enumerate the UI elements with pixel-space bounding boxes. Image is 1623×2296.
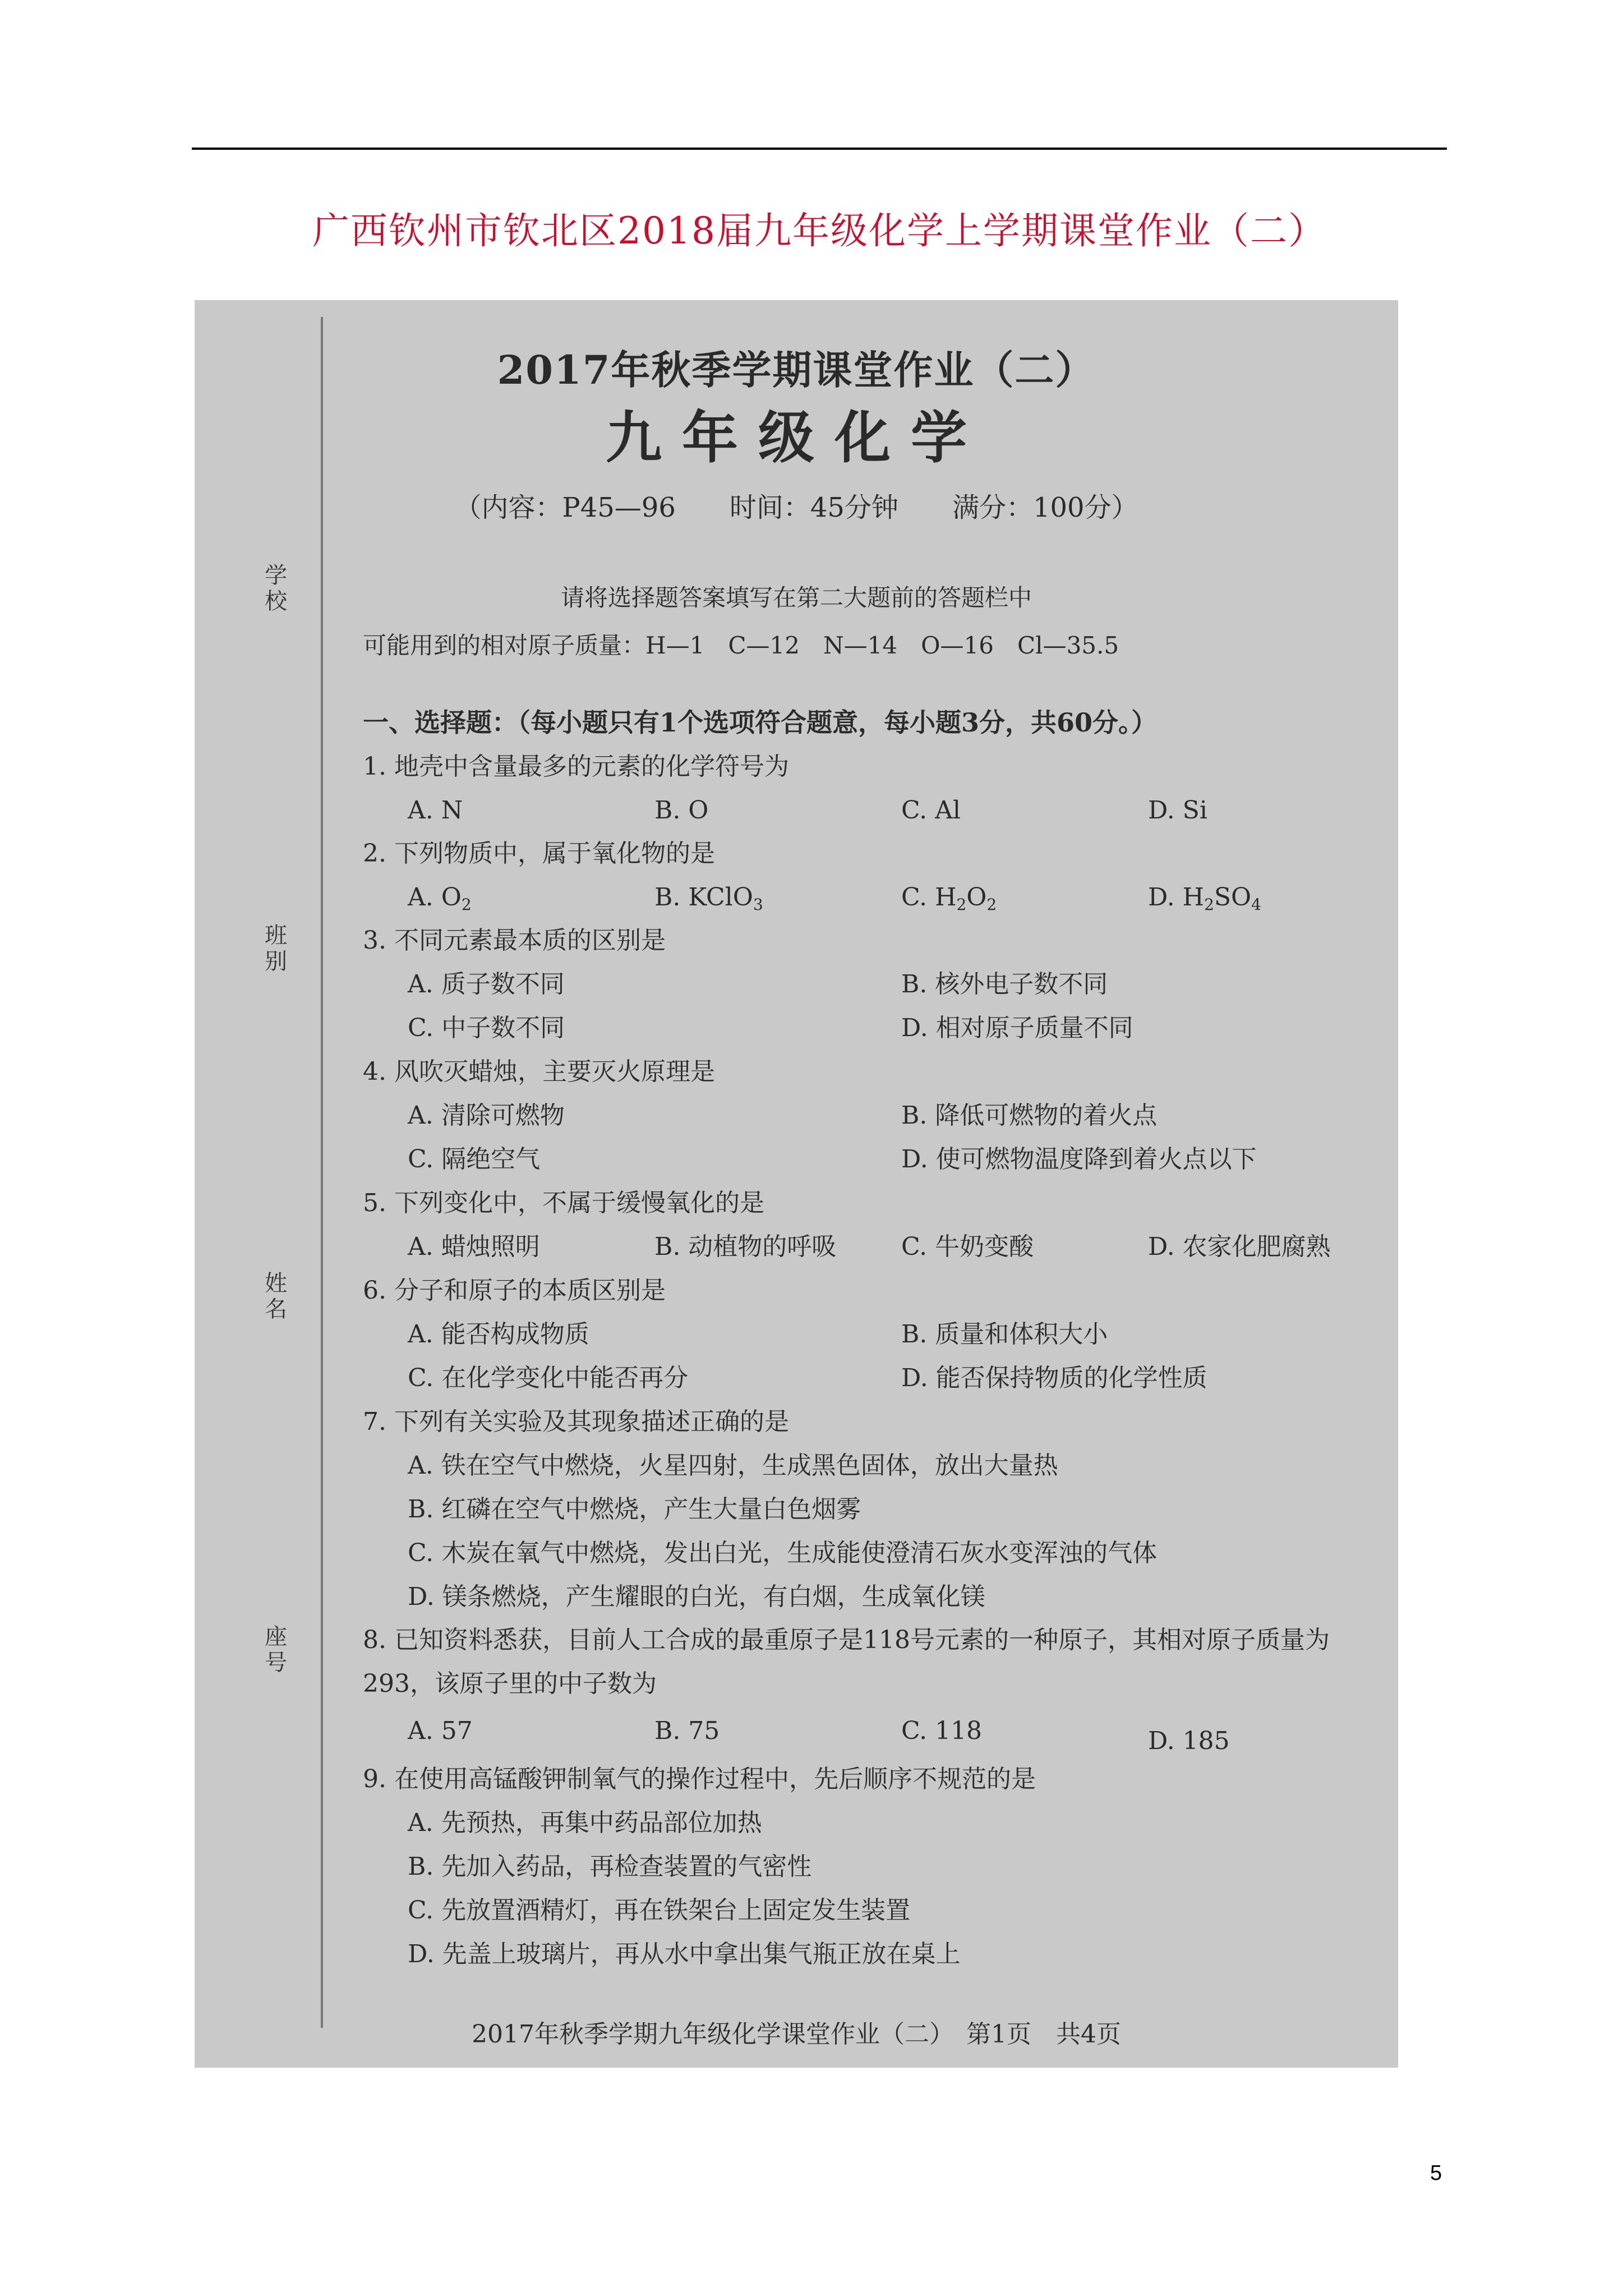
question-option: A. 先预热，再集中药品部位加热	[408, 1809, 762, 1837]
question-option: A. $O_2$	[408, 883, 472, 914]
section-title: 一、选择题：（每小题只有1个选项符合题意，每小题3分，共60分。）	[363, 707, 1158, 738]
question-option: C. 隔绝空气	[408, 1145, 541, 1174]
question-stem: 1. 地壳中含量最多的元素的化学符号为	[363, 752, 789, 781]
question-option: D. 相对原子质量不同	[901, 1014, 1133, 1042]
question-option: D. 使可燃物温度降到着火点以下	[901, 1145, 1257, 1174]
question-option: D. Si	[1148, 796, 1207, 825]
exam-subject: 九年级化学	[606, 404, 987, 471]
exam-page-footer: 2017年秋季学期九年级化学课堂作业（二） 第1页 共4页	[472, 2020, 1121, 2049]
document-title: 广西钦州市钦北区2018届九年级化学上学期课堂作业（二）	[312, 209, 1326, 252]
question-option: B. 红磷在空气中燃烧，产生大量白色烟雾	[408, 1495, 861, 1524]
scanned-exam-page	[195, 300, 1398, 2068]
question-option: A. N	[408, 796, 463, 825]
question-option: B. KClO$_3$	[654, 883, 763, 914]
question-option: D. 农家化肥腐熟	[1148, 1232, 1331, 1261]
question-option: D. 185	[1148, 1727, 1230, 1755]
binding-label-seat: 座号	[265, 1624, 287, 1676]
question-stem: 2. 下列物质中，属于氧化物的是	[363, 839, 715, 868]
question-option: D. 先盖上玻璃片，再从水中拿出集气瓶正放在桌上	[408, 1940, 961, 1968]
question-option: B. O	[654, 796, 709, 825]
question-stem: 6. 分子和原子的本质区别是	[363, 1276, 666, 1305]
exam-term: 2017年秋季学期课堂作业（二）	[497, 347, 1096, 393]
binding-line	[321, 317, 323, 2028]
question-option: B. 降低可燃物的着火点	[901, 1101, 1158, 1130]
question-option: A. 质子数不同	[408, 970, 565, 999]
question-option: C. 木炭在氧气中燃烧，发出白光，生成能使澄清石灰水变浑浊的气体	[408, 1539, 1158, 1567]
binding-label-school: 学校	[265, 563, 287, 614]
question-stem: 9. 在使用高锰酸钾制氧气的操作过程中，先后顺序不规范的是	[363, 1765, 1036, 1793]
question-option: B. 核外电子数不同	[901, 970, 1108, 999]
question-option: B. 先加入药品，再检查装置的气密性	[408, 1852, 812, 1881]
question-stem: 3. 不同元素最本质的区别是	[363, 926, 666, 955]
top-rule	[192, 148, 1447, 150]
question-option: A. 清除可燃物	[408, 1101, 565, 1130]
question-option: A. 铁在空气中燃烧，火星四射，生成黑色固体，放出大量热	[408, 1451, 1058, 1480]
question-option: C. 在化学变化中能否再分	[408, 1364, 689, 1392]
question-stem: 4. 风吹灭蜡烛，主要灭火原理是	[363, 1057, 715, 1086]
atomic-masses: 可能用到的相对原子质量：H—1 C—12 N—14 O—16 Cl—35.5	[363, 632, 1119, 659]
question-option: D. 镁条燃烧，产生耀眼的白光，有白烟，生成氧化镁	[408, 1582, 985, 1611]
question-option: C. 先放置酒精灯，再在铁架台上固定发生装置	[408, 1896, 911, 1925]
binding-label-class: 班别	[265, 923, 287, 974]
question-option: C. 中子数不同	[408, 1014, 565, 1042]
question-option: D. 能否保持物质的化学性质	[901, 1364, 1207, 1392]
question-option: A. 蜡烛照明	[408, 1232, 540, 1261]
question-option: A. 57	[408, 1717, 473, 1745]
question-stem: 8. 已知资料悉获，目前人工合成的最重原子是118号元素的一种原子，其相对原子质量为293，该原子里的中子数为	[363, 1626, 1330, 1698]
question-option: C. 118	[901, 1717, 983, 1745]
question-option: B. 动植物的呼吸	[654, 1232, 837, 1261]
question-option: B. 质量和体积大小	[901, 1320, 1108, 1349]
question-option: C. 牛奶变酸	[901, 1232, 1034, 1261]
binding-label-name: 姓名	[265, 1271, 287, 1322]
page-number: 5	[1430, 2161, 1442, 2185]
question-option: C. Al	[901, 796, 961, 825]
question-option: D. $H_2SO_4$	[1148, 883, 1261, 914]
instruction: 请将选择题答案填写在第二大题前的答题栏中	[560, 584, 1032, 611]
exam-header	[195, 345, 1398, 524]
question-option: B. 75	[654, 1717, 720, 1745]
question-option: A. 能否构成物质	[408, 1320, 589, 1349]
exam-meta: （内容：P45—96 时间：45分钟 满分：100分）	[454, 492, 1138, 523]
question-stem: 5. 下列变化中，不属于缓慢氧化的是	[363, 1189, 764, 1217]
question-option: C. $H_2O_2$	[901, 883, 997, 914]
question-stem: 7. 下列有关实验及其现象描述正确的是	[363, 1407, 789, 1436]
